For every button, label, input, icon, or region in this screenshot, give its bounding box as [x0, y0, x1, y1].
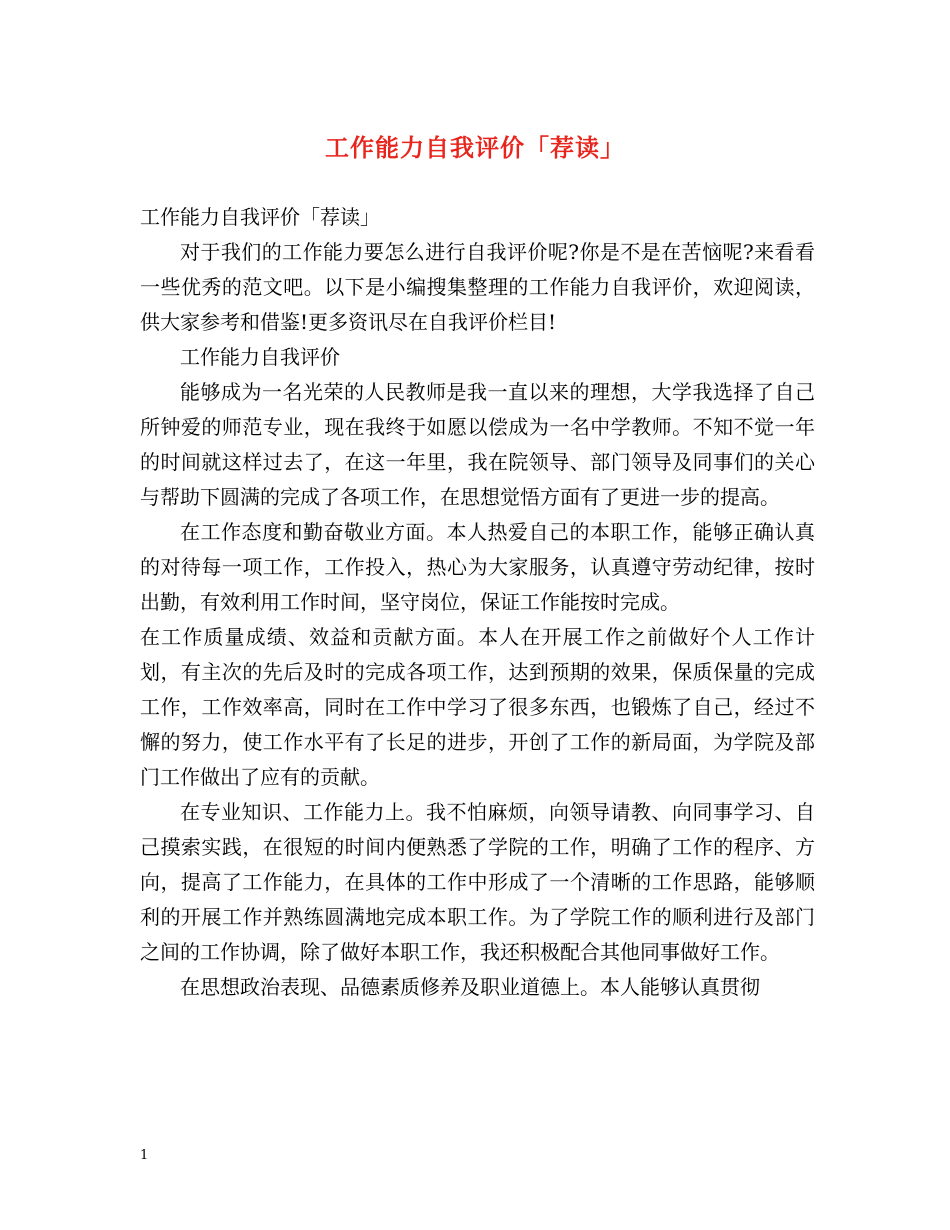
page-number: 1: [140, 1148, 149, 1163]
document-title: 工作能力自我评价「荐读」: [325, 133, 625, 162]
section-heading: 工作能力自我评价: [180, 345, 340, 369]
body-heading: 工作能力自我评价「荐读」: [140, 205, 380, 229]
paragraph-professional-skill: 在专业知识、工作能力上。我不怕麻烦，向领导请教、向同事学习、自己摸索实践，在很短的时间内便熟悉了学院的工作，明确了工作的程序、方向，提高了工作能力，在具体的工作中形成了一个清晰的工作思路，能够顺利的开展工作并熟练圆满地完成本职工作。为了学院工作的顺利进行及部门之间的工作协调，除了做好本职工作，我还积极配合其他同事做好工作。: [140, 800, 815, 964]
intro-paragraph: 对于我们的工作能力要怎么进行自我评价呢?你是不是在苦恼呢?来看看一些优秀的范文吧。以下是小编搜集整理的工作能力自我评价，欢迎阅读，供大家参考和借鉴!更多资讯尽在自我评价栏目!: [140, 240, 815, 334]
paragraph-ideal: 能够成为一名光荣的人民教师是我一直以来的理想，大学我选择了自己所钟爱的师范专业，现在我终于如愿以偿成为一名中学教师。不知不觉一年的时间就这样过去了，在这一年里，我在院领导、部门领导及同事们的关心与帮助下圆满的完成了各项工作，在思想觉悟方面有了更进一步的提高。: [140, 380, 815, 509]
paragraph-work-attitude: 在工作态度和勤奋敬业方面。本人热爱自己的本职工作，能够正确认真的对待每一项工作，工作投入，热心为大家服务，认真遵守劳动纪律，按时出勤，有效利用工作时间，坚守岗位，保证工作能按时完成。: [140, 520, 815, 614]
paragraph-political-conduct: 在思想政治表现、品德素质修养及职业道德上。本人能够认真贯彻: [180, 975, 760, 999]
paragraph-work-quality: 在工作质量成绩、效益和贡献方面。本人在开展工作之前做好个人工作计划，有主次的先后及时的完成各项工作，达到预期的效果，保质保量的完成工作，工作效率高，同时在工作中学习了很多东西，也锻炼了自己，经过不懈的努力，使工作水平有了长足的进步，开创了工作的新局面，为学院及部门工作做出了应有的贡献。: [140, 625, 815, 789]
document-body: [140, 200, 815, 1005]
